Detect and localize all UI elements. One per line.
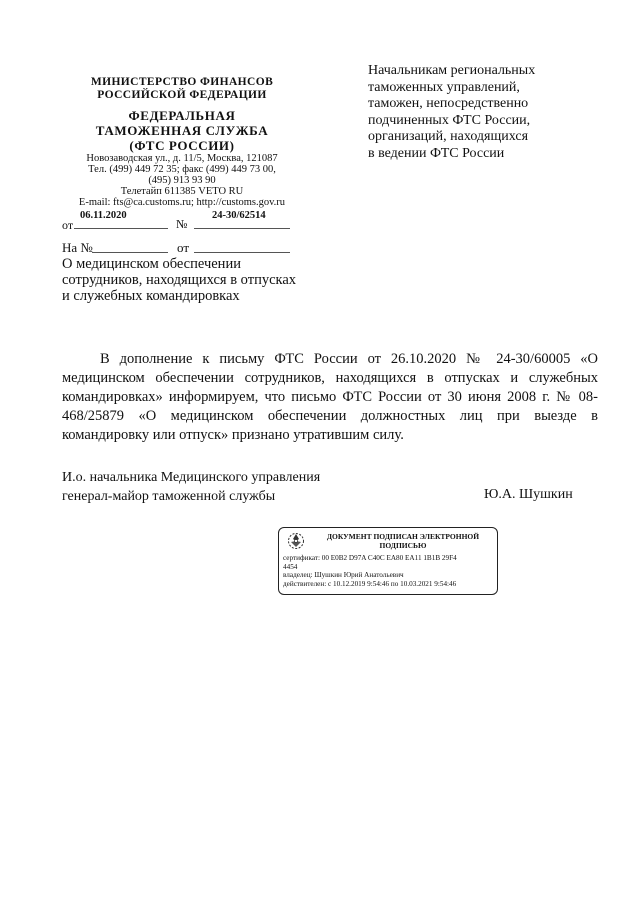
signatory-role bbox=[62, 468, 402, 506]
reference-date-underline bbox=[194, 252, 290, 253]
reg-date: 06.11.2020 bbox=[80, 210, 127, 221]
reference-number-label: На № bbox=[62, 240, 93, 255]
ministry-line-2: РОССИЙСКОЙ ФЕДЕРАЦИИ bbox=[97, 89, 267, 101]
addressee-line: таможен, непосредственно bbox=[368, 96, 529, 111]
stamp-certificate: сертификат: 00 E0B2 D97A C40C EA80 EA11 1B1B 29F4 bbox=[283, 554, 457, 562]
stamp-owner: владелец: Шушкин Юрий Анатольевич bbox=[283, 571, 404, 579]
reference-date-label: от bbox=[177, 240, 190, 255]
address-line: Новозаводская ул., д. 11/5, Москва, 121087 bbox=[86, 153, 278, 164]
stamp-validity: действителен: с 10.12.2019 9:54:46 по 10.03.2021 9:54:46 bbox=[283, 579, 457, 588]
body-paragraph: В дополнение к письму ФТС России от 26.10.2020 № 24-30/60005 «О медицинском обеспечении сотрудников, находящихся в отпусках и служебных командировках» информируем, что письмо ФТС России от 30 июня 2008 г. № 08-468/25879 «О медицинском обеспечении должностных лиц при выезде в командировку или отпуск» признано утратившим силу. bbox=[62, 351, 598, 443]
addressee-line: подчиненных ФТС России, bbox=[368, 112, 531, 128]
addressee-line: таможенных управлений, bbox=[368, 79, 520, 95]
signatory-role-line: генерал-майор таможенной службы bbox=[62, 489, 276, 504]
subject-line: О медицинском обеспечении bbox=[62, 256, 241, 272]
reg-number-underline bbox=[194, 228, 290, 229]
service-line-1: ФЕДЕРАЛЬНАЯ bbox=[128, 108, 236, 123]
stamp-certificate-cont: 4454 bbox=[283, 562, 298, 571]
reg-number: 24-30/62514 bbox=[212, 210, 266, 221]
address-line: Тел. (499) 449 72 35; факс (499) 449 73 00, bbox=[88, 164, 276, 175]
organization-address bbox=[62, 153, 302, 208]
reg-date-label: от bbox=[62, 218, 74, 232]
reg-date-underline bbox=[74, 228, 168, 229]
addressee-line: организаций, находящихся bbox=[368, 129, 529, 144]
service-line-3: (ФТС РОССИИ) bbox=[129, 138, 235, 153]
reference-number-underline bbox=[92, 252, 168, 253]
stamp-title-line: ПОДПИСЬЮ bbox=[379, 541, 427, 550]
service-line-2: ТАМОЖЕННАЯ СЛУЖБА bbox=[95, 123, 269, 138]
stamp-details bbox=[283, 554, 493, 588]
stamp-title bbox=[309, 532, 497, 550]
addressee-block bbox=[368, 63, 598, 162]
subject-line: сотрудников, находящихся в отпусках bbox=[62, 272, 297, 288]
reg-number-label: № bbox=[176, 217, 188, 231]
addressee-line: в ведении ФТС России bbox=[368, 145, 505, 161]
address-line: (495) 913 93 90 bbox=[148, 175, 216, 186]
stamp-title-line: ДОКУМЕНТ ПОДПИСАН ЭЛЕКТРОННОЙ bbox=[326, 532, 480, 541]
organization-header bbox=[62, 76, 302, 153]
address-line: Телетайп 611385 VETO RU bbox=[120, 186, 244, 197]
letter-subject bbox=[62, 256, 322, 304]
e-signature-stamp bbox=[278, 527, 498, 595]
ministry-line-1: МИНИСТЕРСТВО ФИНАНСОВ bbox=[90, 76, 274, 88]
signatory-role-line: И.о. начальника Медицинского управления bbox=[62, 470, 321, 485]
emblem-icon bbox=[283, 531, 309, 551]
subject-line: и служебных командировках bbox=[62, 288, 240, 304]
addressee-line: Начальникам региональных bbox=[368, 63, 536, 78]
address-line: E-mail: fts@ca.customs.ru; http://customs.gov.ru bbox=[78, 197, 286, 208]
signatory-name: Ю.А. Шушкин bbox=[484, 487, 573, 502]
letter-body bbox=[62, 350, 598, 445]
